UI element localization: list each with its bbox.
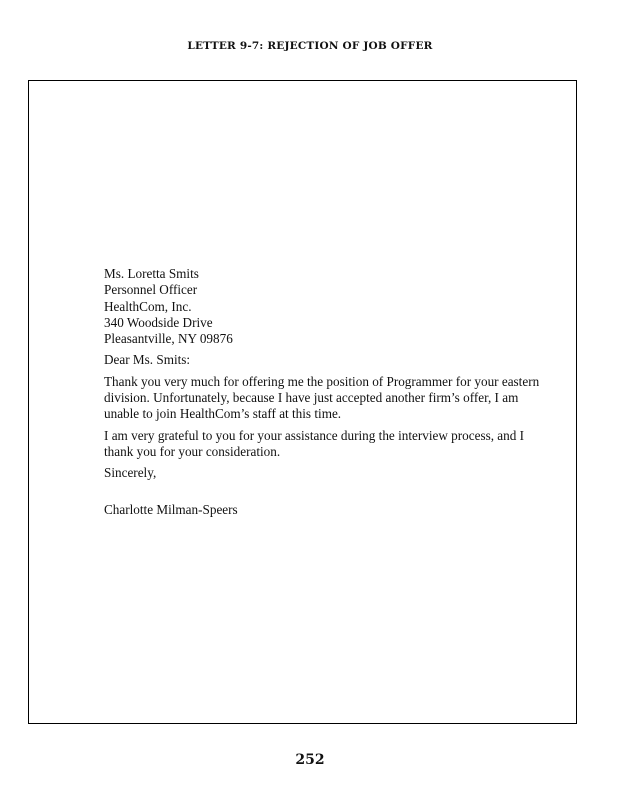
- body-paragraph-1: Thank you very much for offering me the position of Programmer for your eastern division. Unfortunately, because I have just accepted another firm’s offer, I am unable to join HealthCom’s staff at this time.: [104, 373, 540, 422]
- body-paragraph-2: I am very grateful to you for your assistance during the interview process, and I thank you for your consideration.: [104, 427, 525, 459]
- closing: Sincerely,: [104, 465, 157, 481]
- recipient-address: [104, 266, 544, 347]
- letter-body: [104, 266, 544, 518]
- signature-name: Charlotte Milman-Speers: [104, 501, 238, 517]
- recipient-title: Personnel Officer: [104, 282, 198, 298]
- page-number: 252: [295, 752, 325, 768]
- page-title: LETTER 9-7: REJECTION OF JOB OFFER: [187, 40, 433, 52]
- recipient-street: 340 Woodside Drive: [104, 314, 213, 330]
- letter-frame: [28, 80, 577, 724]
- recipient-city-state-zip: Pleasantville, NY 09876: [104, 331, 233, 347]
- salutation: Dear Ms. Smits:: [104, 352, 191, 368]
- recipient-company: HealthCom, Inc.: [104, 298, 192, 314]
- recipient-name: Ms. Loretta Smits: [104, 266, 199, 281]
